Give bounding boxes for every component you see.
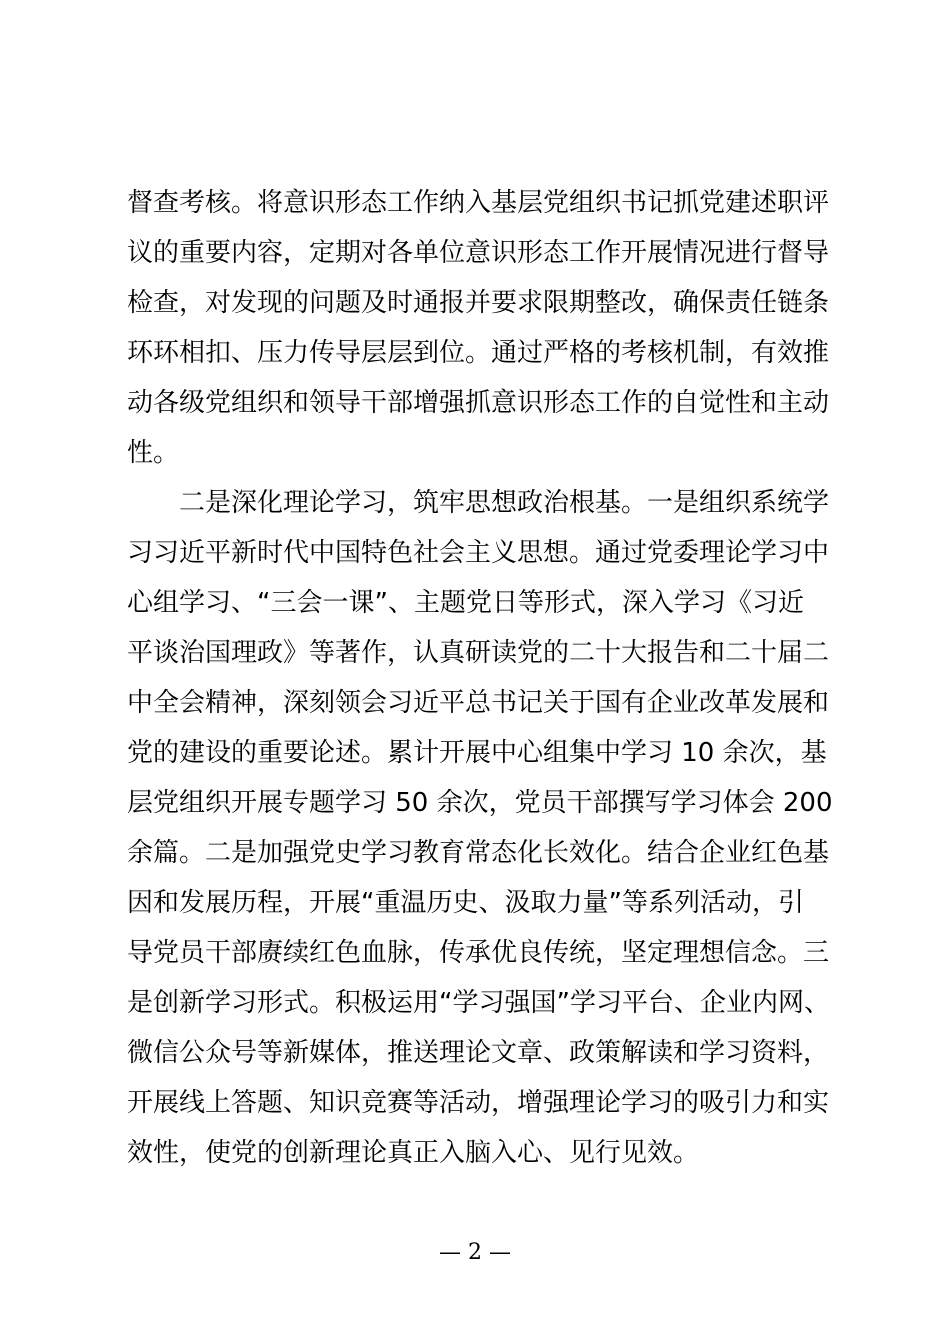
- text-line: 心组学习、“三会一课”、主题党日等形式，深入学习《习近: [127, 588, 804, 618]
- text-line: 性。: [127, 438, 180, 468]
- text-line: 党的建设的重要论述。累计开展中心组集中学习 10 余次，基: [127, 738, 827, 768]
- text-line: 环环相扣、压力传导层层到位。通过严格的考核机制，有效推: [127, 338, 830, 368]
- text-line: 检查，对发现的问题及时通报并要求限期整改，确保责任链条: [127, 288, 830, 318]
- text-line: 中全会精神，深刻领会习近平总书记关于国有企业改革发展和: [127, 688, 830, 718]
- text-line: 习习近平新时代中国特色社会主义思想。通过党委理论学习中: [127, 538, 830, 568]
- text-line: 层党组织开展专题学习 50 余次，党员干部撰写学习体会 200: [127, 788, 833, 818]
- text-line: 动各级党组织和领导干部增强抓意识形态工作的自觉性和主动: [127, 388, 830, 418]
- text-line: 议的重要内容，定期对各单位意识形态工作开展情况进行督导: [127, 238, 830, 268]
- text-line: 开展线上答题、知识竞赛等活动，增强理论学习的吸引力和实: [127, 1088, 830, 1118]
- text-line: 余篇。二是加强党史学习教育常态化长效化。结合企业红色基: [127, 838, 830, 868]
- body-text: [127, 178, 847, 1178]
- page-number: — 2 —: [439, 1240, 511, 1265]
- text-line: 因和发展历程，开展“重温历史、汲取力量”等系列活动，引: [127, 888, 804, 918]
- text-line: 导党员干部赓续红色血脉，传承优良传统，坚定理想信念。三: [127, 938, 830, 968]
- text-line: 平谈治国理政》等著作，认真研读党的二十大报告和二十届二: [127, 638, 830, 668]
- text-line: 是创新学习形式。积极运用“学习强国”学习平台、企业内网、: [127, 988, 830, 1018]
- text-line: 微信公众号等新媒体，推送理论文章、政策解读和学习资料，: [127, 1038, 830, 1068]
- text-line: 二是深化理论学习，筑牢思想政治根基。一是组织系统学: [127, 488, 830, 518]
- text-line: 督查考核。将意识形态工作纳入基层党组织书记抓党建述职评: [127, 188, 830, 218]
- text-line: 效性，使党的创新理论真正入脑入心、见行见效。: [127, 1138, 700, 1168]
